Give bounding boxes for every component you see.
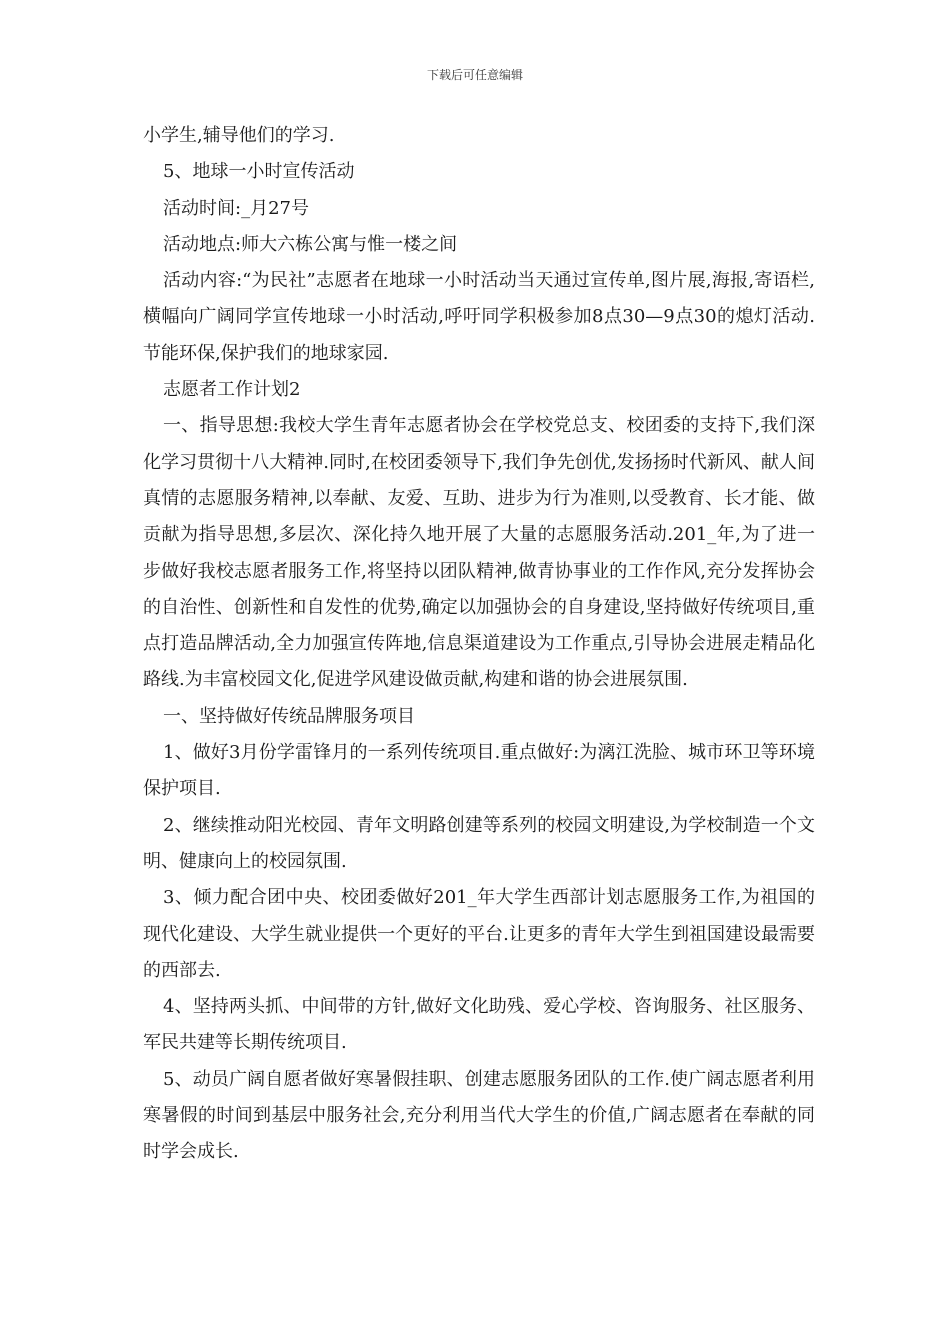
list-item-2: 2、继续推动阳光校园、青年文明路创建等系列的校园文明建设,为学校制造一个文明、健康向上的校园氛围.: [143, 814, 815, 872]
section-title-plan-2: 志愿者工作计划2: [163, 379, 301, 401]
list-item-5: 5、动员广阔自愿者做好寒暑假挂职、创建志愿服务团队的工作.使广阔志愿者利用寒暑假的时间到基层中服务社会,充分利用当代大学生的价值,广阔志愿者在奉献的同时学会成长.: [143, 1068, 815, 1163]
paragraph-earth-hour-title: 5、地球一小时宣传活动: [163, 161, 355, 183]
list-item-4: 4、坚持两头抓、中间带的方针,做好文化助残、爱心学校、咨询服务、社区服务、军民共建等长期传统项目.: [143, 996, 815, 1054]
paragraph-activity-location: 活动地点:师大六栋公寓与惟一楼之间: [163, 233, 458, 255]
paragraph-guiding-thought: 一、指导思想:我校大学生青年志愿者协会在学校党总支、校团委的支持下,我们深化学习贯彻十八大精神.同时,在校团委领导下,我们争先创优,发扬扬时代新风、献人间真情的志愿服务精神,以奉献、友爱、互助、进步为行为准则,以受教育、长才能、做贡献为指导思想,多层次、深化持久地开展了大量的志愿服务活动.201_年,为了进一步做好我校志愿者服务工作,将坚持以团队精神,做青协事业的工作作风,充分发挥协会的自治性、创新性和自发性的优势,确定以加强协会的自身建设,坚持做好传统项目,重点打造品牌活动,全力加强宣传阵地,信息渠道建设为工作重点,引导协会进展走精品化路线.为丰富校园文化,促进学风建设做贡献,构建和谐的协会进展氛围.: [143, 415, 815, 691]
paragraph-activity-time: 活动时间:_月27号: [163, 197, 309, 219]
page-header: 下载后可任意编辑: [426, 68, 523, 82]
paragraph-activity-content: 活动内容:“为民社”志愿者在地球一小时活动当天通过宣传单,图片展,海报,寄语栏,横幅向广阔同学宣传地球一小时活动,呼吁同学积极参加8点30—9点30的熄灯活动.节能环保,保护我们的地球家园.: [143, 270, 815, 364]
paragraph-continuation: 小学生,辅导他们的学习.: [143, 125, 335, 146]
list-item-1: 1、做好3月份学雷锋月的一系列传统项目.重点做好:为漓江洗脸、城市环卫等环境保护项目.: [143, 742, 815, 800]
document-body: [143, 118, 815, 1171]
list-item-3: 3、倾力配合团中央、校团委做好201_年大学生西部计划志愿服务工作,为祖国的现代化建设、大学生就业提供一个更好的平台.让更多的青年大学生到祖国建设最需要的西部去.: [143, 887, 815, 981]
section-heading-traditional-projects: 一、坚持做好传统品牌服务项目: [163, 705, 415, 727]
